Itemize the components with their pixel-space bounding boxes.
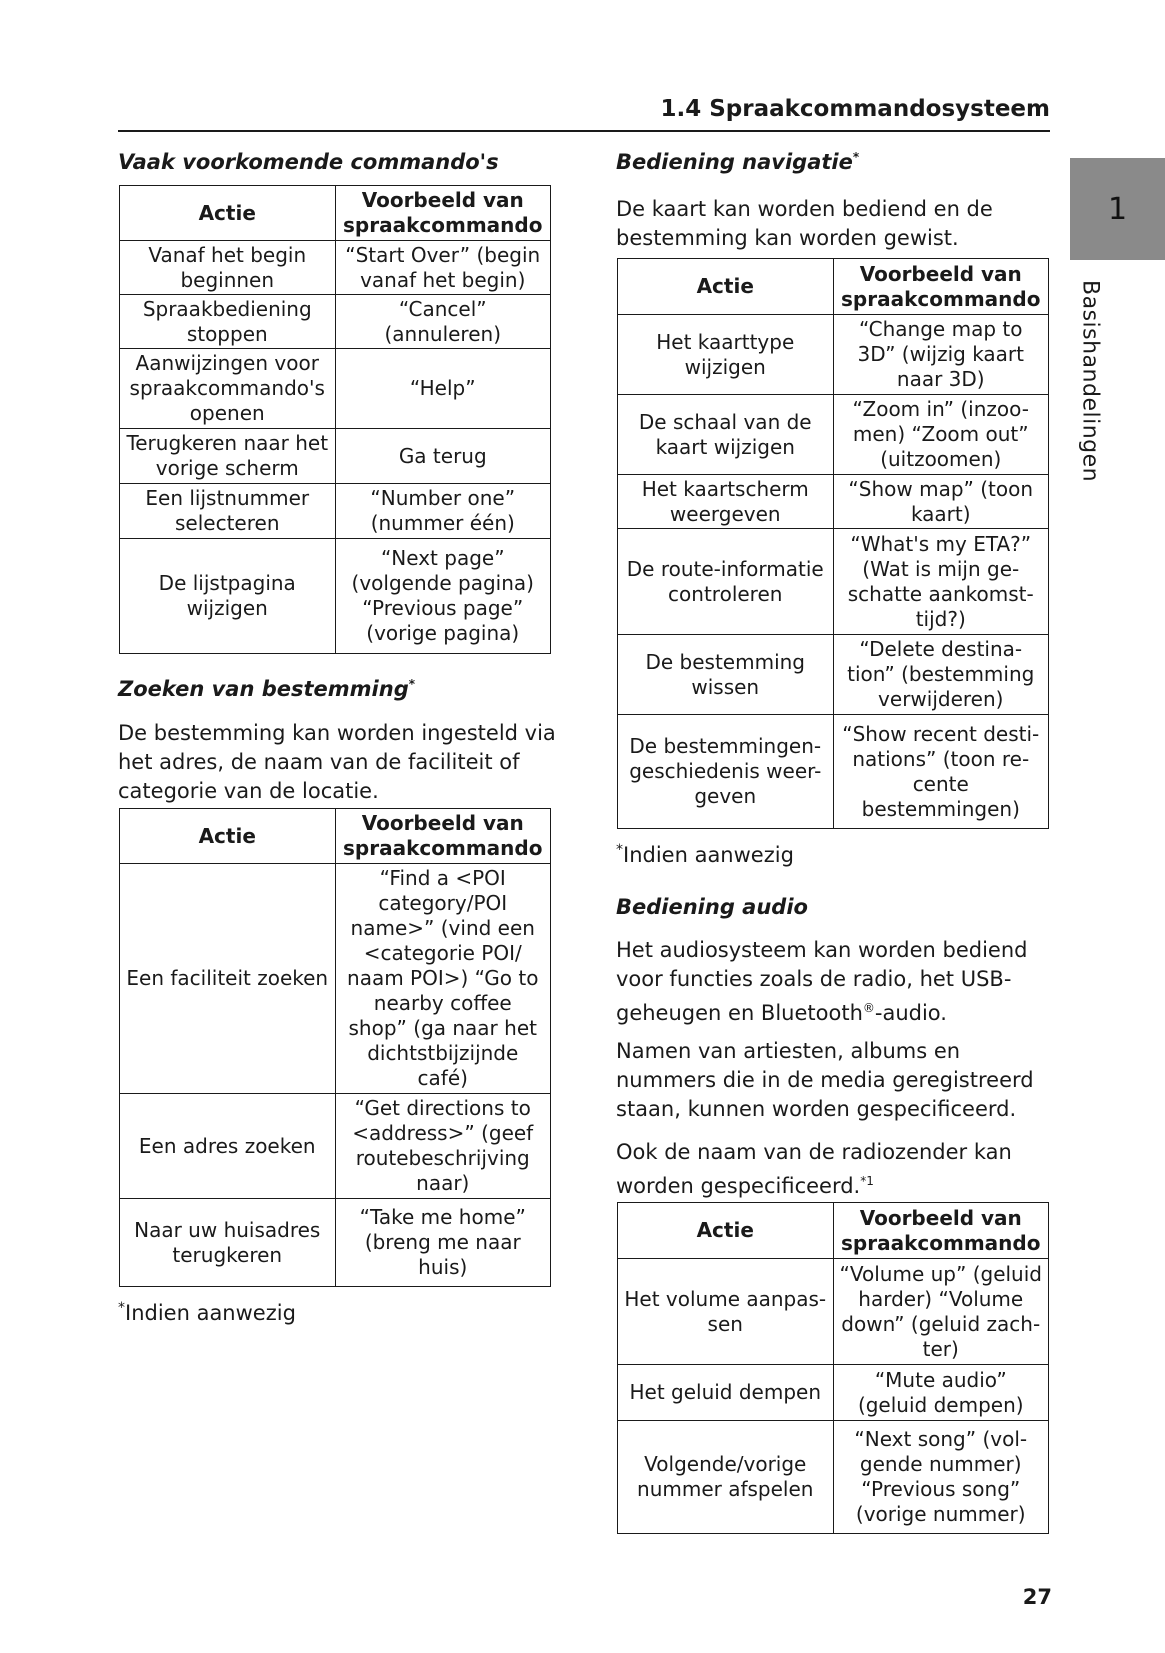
cell-action: Het kaartscherm weergeven (618, 475, 834, 529)
header-divider (118, 130, 1050, 132)
cell-example: “Find a <POI category/POI name>” (vind een <categorie POI/ naam POI>) “Go to nearby coffee shop” (ga naar het dichtstbijzijnde café) (335, 864, 551, 1094)
cell-action: De route-informatie controleren (618, 529, 834, 635)
table-row (618, 475, 1049, 529)
cell-example: “Start Over” (begin vanaf het begin) (335, 241, 551, 295)
cell-example: “Next song” (vol-gende nummer) “Previous song” (vorige nummer) (833, 1421, 1049, 1534)
cell-example: “What's my ETA?” (Wat is mijn ge-schatte aankomst-tijd?) (833, 529, 1049, 635)
cell-action: Naar uw huisadres terugkeren (120, 1199, 336, 1287)
cell-example: “Show map” (toon kaart) (833, 475, 1049, 529)
table-row (120, 1094, 551, 1199)
para-audio-names: Namen van artiesten, albums en nummers die in de media geregistreerd staan, kunnen worden gespecificeerd. (616, 1039, 1034, 1121)
table-row (120, 1199, 551, 1287)
table-audio-control (617, 1202, 1049, 1534)
intro-destination-search: De bestemming kan worden ingesteld via het adres, de naam van de faciliteit of categorie van de locatie. (118, 721, 556, 803)
table-row (618, 715, 1049, 829)
table-row (618, 315, 1049, 395)
cell-action: De bestemmingen-geschiedenis weer-geven (618, 715, 834, 829)
para-audio-radio: Ook de naam van de radiozender kan worden gespecificeerd.$^{*1}$ (616, 1140, 1012, 1198)
chapter-side-label (1070, 280, 1110, 500)
table-row (618, 1365, 1049, 1421)
col-header-example: Voorbeeld van spraakcommando (833, 259, 1049, 315)
heading-destination-search: Zoeken van bestemming* (118, 677, 416, 701)
table-navigation-control (617, 258, 1049, 829)
cell-example: “Mute audio” (geluid dempen) (833, 1365, 1049, 1421)
table-destination-search (119, 808, 551, 1287)
table-row (120, 241, 551, 295)
table-row (618, 1421, 1049, 1534)
cell-action: Een faciliteit zoeken (120, 864, 336, 1094)
table-row (120, 429, 551, 484)
cell-action: Het volume aanpas-sen (618, 1259, 834, 1365)
col-header-example: Voorbeeld van spraakcommando (335, 186, 551, 241)
table-row (120, 295, 551, 349)
cell-example: Ga terug (335, 429, 551, 484)
table-row (120, 864, 551, 1094)
cell-example: “Take me home” (breng me naar huis) (335, 1199, 551, 1287)
cell-action: De bestemming wissen (618, 635, 834, 715)
col-header-action: Actie (120, 186, 336, 241)
cell-example: “Number one” (nummer één) (335, 484, 551, 539)
cell-example: “Next page” (volgende pagina) “Previous page” (vorige pagina) (335, 539, 551, 654)
heading-audio-control: Bediening audio (616, 895, 808, 919)
col-header-action: Actie (120, 809, 336, 864)
cell-example: “Volume up” (geluid harder) “Volume down” (geluid zach-ter) (833, 1259, 1049, 1365)
cell-action: Volgende/vorige nummer afspelen (618, 1421, 834, 1534)
cell-action: Aanwijzingen voor spraakcommando's openen (120, 349, 336, 429)
cell-action: Vanaf het begin beginnen (120, 241, 336, 295)
heading-navigation-control: Bediening navigatie* (616, 150, 860, 174)
col-header-example: Voorbeeld van spraakcommando (833, 1203, 1049, 1259)
cell-action: Het kaarttype wijzigen (618, 315, 834, 395)
col-header-action: Actie (618, 1203, 834, 1259)
footnote-right: *Indien aanwezig (616, 842, 794, 867)
page-number: 27 (1022, 1585, 1052, 1609)
cell-action: Het geluid dempen (618, 1365, 834, 1421)
table-common-commands (119, 185, 551, 654)
cell-example: “Show recent desti-nations” (toon re-cente bestemmingen) (833, 715, 1049, 829)
table-row (120, 484, 551, 539)
table-row (618, 635, 1049, 715)
cell-example: “Get directions to <address>” (geef routebeschrijving naar) (335, 1094, 551, 1199)
intro-navigation-control: De kaart kan worden bediend en de bestemming kan worden gewist. (616, 197, 993, 250)
cell-example: “Cancel” (annuleren) (335, 295, 551, 349)
cell-action: De lijstpagina wijzigen (120, 539, 336, 654)
footnote-left: *Indien aanwezig (118, 1300, 296, 1325)
chapter-title: Basishandelingen (1077, 280, 1103, 483)
section-title: Spraakcommandosysteem (709, 96, 1050, 122)
cell-action: De schaal van de kaart wijzigen (618, 395, 834, 475)
table-row (120, 539, 551, 654)
heading-common-commands: Vaak voorkomende commando's (118, 150, 499, 174)
cell-action: Spraakbediening stoppen (120, 295, 336, 349)
para-audio-functions: Het audiosysteem kan worden bediend voor functies zoals de radio, het USB-geheugen en Bluetooth®-audio. (616, 938, 1028, 1025)
table-row (618, 529, 1049, 635)
cell-example: “Zoom in” (inzoo-men) “Zoom out” (uitzoomen) (833, 395, 1049, 475)
col-header-action: Actie (618, 259, 834, 315)
cell-example: “Change map to 3D” (wijzig kaart naar 3D) (833, 315, 1049, 395)
table-row (618, 1259, 1049, 1365)
col-header-example: Voorbeeld van spraakcommando (335, 809, 551, 864)
cell-example: “Help” (335, 349, 551, 429)
page-header-title (660, 96, 1050, 122)
cell-action: Een adres zoeken (120, 1094, 336, 1199)
table-row (120, 349, 551, 429)
chapter-tab[interactable] (1070, 158, 1165, 260)
section-number: 1.4 (660, 96, 702, 122)
table-row (618, 395, 1049, 475)
chapter-number: 1 (1107, 191, 1128, 227)
cell-action: Terugkeren naar het vorige scherm (120, 429, 336, 484)
cell-example: “Delete destina-tion” (bestemming verwijderen) (833, 635, 1049, 715)
cell-action: Een lijstnummer selecteren (120, 484, 336, 539)
